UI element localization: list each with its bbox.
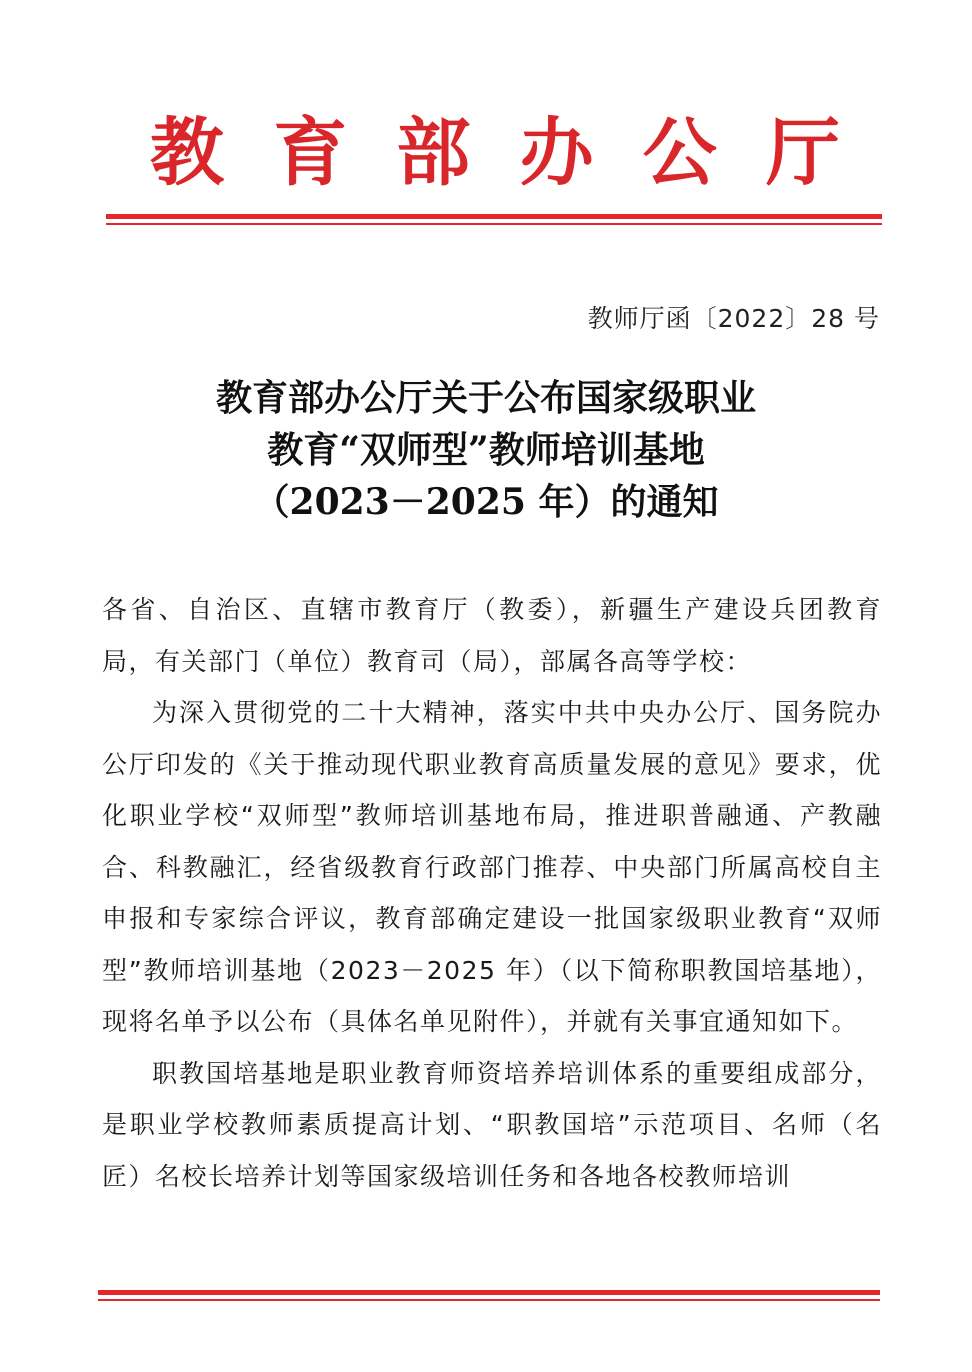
- document-title: [0, 372, 972, 528]
- header-rule-thin: [106, 223, 882, 225]
- footer-red-rule: [98, 1290, 880, 1304]
- body-paragraph: 职教国培基地是职业教育师资培养培训体系的重要组成部分，是职业学校教师素质提高计划、“职教国培”示范项目、名师（名匠）名校长培养计划等国家级培训任务和各地各校教师培训: [102, 1058, 882, 1191]
- masthead-char: 厅: [765, 110, 840, 196]
- header-rule-thick: [106, 214, 882, 219]
- masthead-char: 育: [273, 110, 348, 196]
- masthead-char: 部: [396, 110, 471, 196]
- body-paragraph: 为深入贯彻党的二十大精神，落实中共中央办公厅、国务院办公厅印发的《关于推动现代职业教育高质量发展的意见》要求，优化职业学校“双师型”教师培训基地布局，推进职普融通、产教融合、科教融汇，经省级教育行政部门推荐、中央部门所属高校自主申报和专家综合评议，教育部确定建设一批国家级职业教育“双师型”教师培训基地（2023－2025 年）（以下简称职教国培基地），现将名单予以公布（具体名单见附件），并就有关事宜通知如下。: [102, 698, 882, 1036]
- document-body: [102, 584, 882, 1202]
- masthead-char: 公: [642, 110, 717, 196]
- title-line: 教育部办公厅关于公布国家级职业: [215, 377, 756, 419]
- masthead-char: 教: [150, 110, 224, 196]
- footer-rule-thin: [98, 1299, 880, 1301]
- addressee: 各省、自治区、直辖市教育厅（教委），新疆生产建设兵团教育局，有关部门（单位）教育司（局），部属各高等学校：: [102, 595, 882, 676]
- footer-rule-thick: [98, 1290, 880, 1295]
- issuer-masthead: [150, 108, 840, 198]
- title-line: 教育“双师型”教师培训基地: [267, 429, 705, 471]
- title-line: （2023－2025 年）的通知: [253, 481, 719, 523]
- header-red-rule: [106, 214, 882, 228]
- document-number: 教师厅函〔2022〕28 号: [587, 304, 880, 333]
- masthead-char: 办: [519, 110, 594, 196]
